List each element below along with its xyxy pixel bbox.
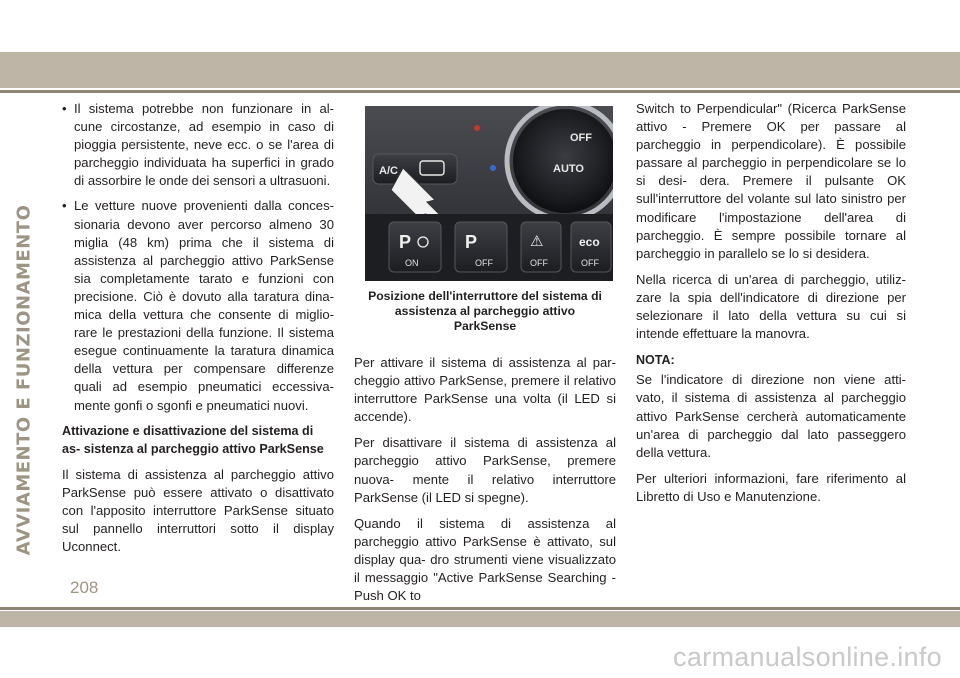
note-title: NOTA: (636, 353, 675, 368)
paragraph: Switch to Perpendicular" (Ricerca ParkSense attivo - Premere OK per passare al parcheggio in perpendicolare). È possibile passare al parcheggio in perpendicolare se lo si desi- dera. Premere il pulsante OK sull'interruttore del volante sul lato sinistro per modificare l'impostazione dell'area di parcheggio. È sempre possibile tornare al parcheggio in parallelo se lo si desidera. (636, 101, 906, 261)
fan-off-label: OFF (570, 132, 592, 144)
bullet-dot: • (62, 101, 67, 116)
section-title: AVVIAMENTO E FUNZIONAMENTO (13, 204, 35, 556)
dashboard-switch-photo (365, 106, 613, 281)
blue-led (490, 165, 496, 171)
paragraph: Il sistema di assistenza al parcheggio attivo ParkSense può essere attivato o disattivato con l'apposito interruttore ParkSense situato sul pannello interruttori sotto il display Uconnect. (62, 466, 334, 554)
bullet-item (62, 100, 334, 190)
park-on-label: ON (405, 258, 419, 268)
footer-rule (0, 607, 960, 610)
page-number: 208 (70, 578, 99, 597)
red-led (474, 125, 480, 131)
paragraph: Per ulteriori informazioni, fare riferimento al Libretto di Uso e Manutenzione. (636, 470, 906, 504)
park-assist-icon: P (465, 232, 478, 252)
photo-caption: Posizione dell'interruttore del sistema di assistenza al parcheggio attivo ParkSense (368, 289, 602, 333)
watermark-link[interactable]: carmanualsonline.info (673, 642, 942, 672)
paragraph: Nella ricerca di un'area di parcheggio, utiliz- zare la spia dell'indicatore di direzione per selezionare il lato della vettura su cui si intende effettuare la manovra. (636, 271, 906, 342)
park-p-icon: P (399, 232, 412, 252)
subheading: Attivazione e disattivazione del sistema di as- sistenza al parcheggio attivo ParkSense (62, 423, 324, 456)
auto-label: AUTO (553, 163, 584, 175)
bullet-item (62, 197, 334, 414)
paragraph: Per attivare il sistema di assistenza al par- cheggio attivo ParkSense, premere il relativo interruttore ParkSense una volta (il LED si accende). (354, 355, 616, 425)
paragraph: Quando il sistema di assistenza al parcheggio attivo ParkSense è attivato, sul display qua- dro strumenti viene visualizzato il messaggio "Active ParkSense Searching - Push OK to (354, 515, 616, 604)
eco-label: eco (579, 235, 600, 249)
footer-band (0, 611, 960, 627)
bullet-text: Il sistema potrebbe non funzionare in al- cune circostanze, ad esempio in caso di pioggia persistente, neve ecc. o se l'area di parcheggio individuata ha superfici in grado di assorbire le onde dei sensori a ultrasuoni. (74, 101, 334, 189)
header-rule (0, 90, 960, 93)
traction-icon: ⚠ (530, 232, 544, 250)
fan-knob (513, 109, 613, 213)
text-column-1 (62, 100, 334, 564)
bullet-text: Le vetture nuove provenienti dalla conces- sionaria devono aver percorso almeno 30 miglia (48 km) prima che il sistema di assistenza al parcheggio attivo ParkSense sia completamente tarato e funzioni con precisione. Ciò è dovuto alla taratura dina- mica della vettura che consente di miglio- rare le prestazioni della funzione. Il sistema esegue continuamente la taratura dinamica della vettura per compensare differenze quali ad esempio pneumatici eccessiva- mente gonfi o sgonfi e pneumatici nuovi. (74, 198, 334, 413)
bullet-dot: • (62, 198, 67, 214)
paragraph: Per disattivare il sistema di assistenza al parcheggio attivo ParkSense, premere nuova- mente il relativo interruttore ParkSense (il LED si spegne). (354, 435, 616, 505)
ac-label: A/C (379, 165, 398, 177)
text-column-3 (636, 100, 906, 514)
header-band (0, 52, 960, 88)
note-text: Se l'indicatore di direzione non viene atti- vato, il sistema di assistenza al parcheggio attivo ParkSense cercherà automaticamente un'area di parcheggio dal lato passeggero della vettura. (636, 372, 906, 460)
btn2-off-label: OFF (475, 258, 493, 268)
eco-off-label: OFF (581, 258, 599, 268)
switch-panel-illustration (365, 106, 613, 281)
text-column-2 (354, 100, 616, 613)
btn3-off-label: OFF (530, 258, 548, 268)
